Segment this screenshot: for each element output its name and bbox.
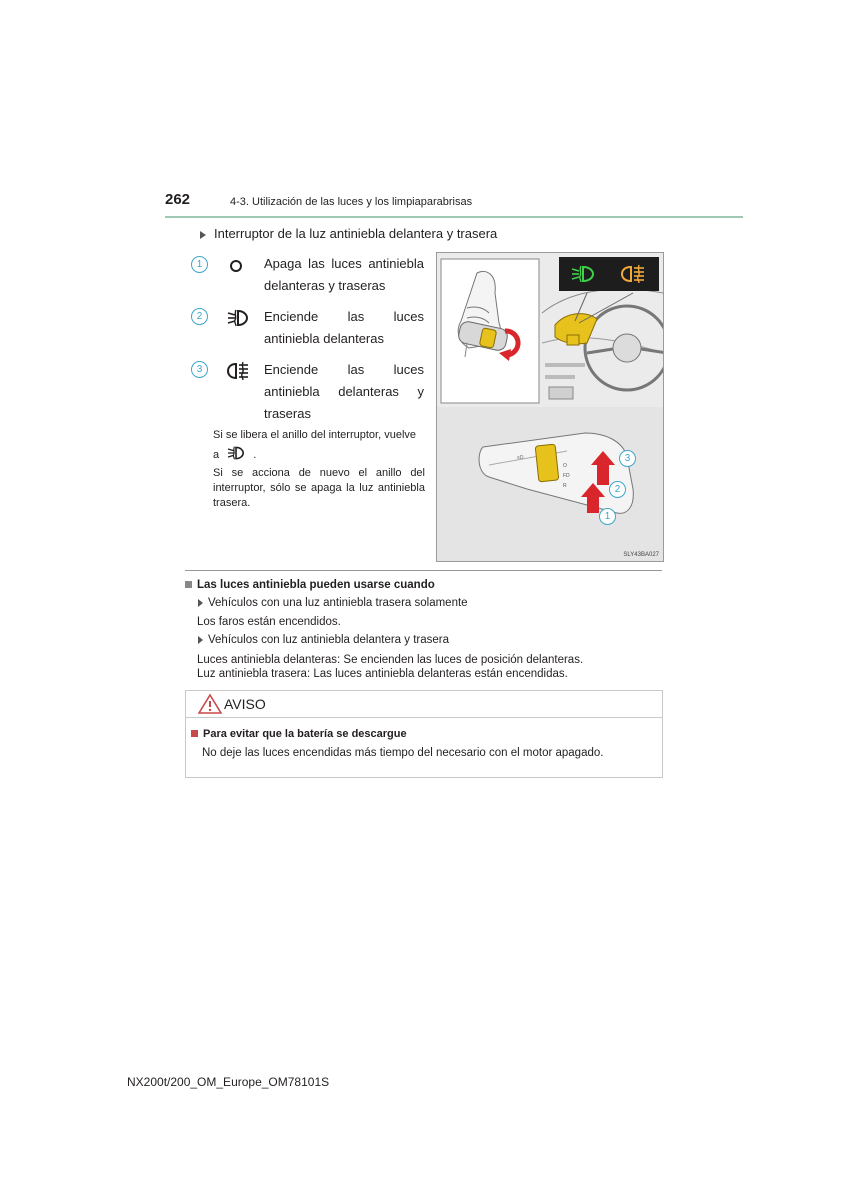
front-fog-light-icon — [226, 308, 256, 328]
case-2-label — [198, 634, 449, 646]
intro-text: Interruptor de la luz antiniebla delantera y trasera — [214, 226, 498, 241]
release-note-suffix: . — [253, 449, 257, 461]
bullet-triangle-icon — [198, 636, 203, 644]
intro-line — [200, 226, 497, 241]
figure-code: SLY43BA027 — [623, 552, 659, 558]
item-1-line-1: Apaga las luces antiniebla — [264, 256, 424, 271]
case-2-label-text: Vehículos con luz antiniebla delantera y trasera — [208, 634, 450, 646]
front-fog-light-inline-icon — [226, 445, 246, 466]
item-3-line-2: antiniebla delanteras y — [264, 384, 424, 399]
again-note: Si se acciona de nuevo el anillo del interruptor, sólo se apaga la luz antiniebla trasera. — [213, 467, 425, 509]
figure-callout-3: 3 — [619, 450, 636, 467]
warning-subheading — [191, 728, 407, 740]
item-3-line-1: Enciende las luces — [264, 362, 424, 377]
item-number-3: 3 — [191, 361, 208, 378]
warning-header — [186, 691, 662, 718]
header-divider — [165, 216, 743, 218]
item-1-line-2: delanteras y traseras — [264, 278, 386, 293]
svg-text:FD: FD — [563, 473, 570, 479]
off-circle-icon — [226, 257, 256, 277]
case-2-text-1: Luces antiniebla delanteras: Se encienden las luces de posición delanteras. — [197, 654, 584, 666]
bullet-triangle-icon — [200, 231, 206, 239]
item-2-description — [264, 306, 424, 350]
item-3-line-3: traseras — [264, 406, 311, 421]
case-2-text-2: Luz antiniebla trasera: Las luces antiniebla delanteras están encendidas. — [197, 668, 568, 680]
red-square-bullet-icon — [191, 730, 198, 737]
front-fog-indicator-lamp-icon — [565, 261, 601, 292]
figure-callout-2: 2 — [609, 481, 626, 498]
section-title: 4-3. Utilización de las luces y los limpiaparabrisas — [230, 196, 473, 208]
release-note-line-1: Si se libera el anillo del interruptor, vuelve — [213, 429, 417, 441]
front-rear-fog-light-icon — [226, 361, 256, 381]
svg-text:O: O — [563, 463, 567, 469]
section-divider — [185, 570, 662, 571]
figure-callout-1: 1 — [599, 508, 616, 525]
bullet-triangle-icon — [198, 599, 203, 607]
case-1-label-text: Vehículos con una luz antiniebla trasera solamente — [208, 597, 468, 609]
page-number: 262 — [165, 191, 191, 208]
svg-text:≡D: ≡D — [517, 455, 524, 461]
item-3-description — [264, 359, 424, 425]
case-1-text: Los faros están encendidos. — [197, 616, 341, 628]
section-heading-text: Las luces antiniebla pueden usarse cuando — [197, 579, 435, 591]
item-number-1: 1 — [191, 256, 208, 273]
release-note-line-2 — [213, 445, 273, 466]
item-2-line-1: Enciende las luces — [264, 309, 424, 324]
lever-switch-illustration — [437, 407, 663, 561]
square-bullet-icon — [185, 581, 192, 588]
warning-triangle-icon — [198, 693, 222, 720]
case-1-label — [198, 597, 468, 609]
section-heading — [185, 579, 435, 591]
rear-fog-indicator-lamp-icon — [615, 261, 651, 292]
footer-doc-id: NX200t/200_OM_Europe_OM78101S — [127, 1075, 330, 1089]
item-1-description — [264, 253, 424, 297]
item-2-line-2: antiniebla delanteras — [264, 331, 384, 346]
figure-box — [436, 252, 664, 562]
warning-text: No deje las luces encendidas más tiempo del necesario con el motor apagado. — [202, 747, 604, 759]
svg-text:R: R — [563, 483, 567, 489]
release-note-prefix: a — [213, 449, 220, 461]
warning-subheading-text: Para evitar que la batería se descargue — [203, 728, 407, 740]
warning-title: AVISO — [224, 696, 266, 712]
item-number-2: 2 — [191, 308, 208, 325]
warning-box — [185, 690, 663, 778]
